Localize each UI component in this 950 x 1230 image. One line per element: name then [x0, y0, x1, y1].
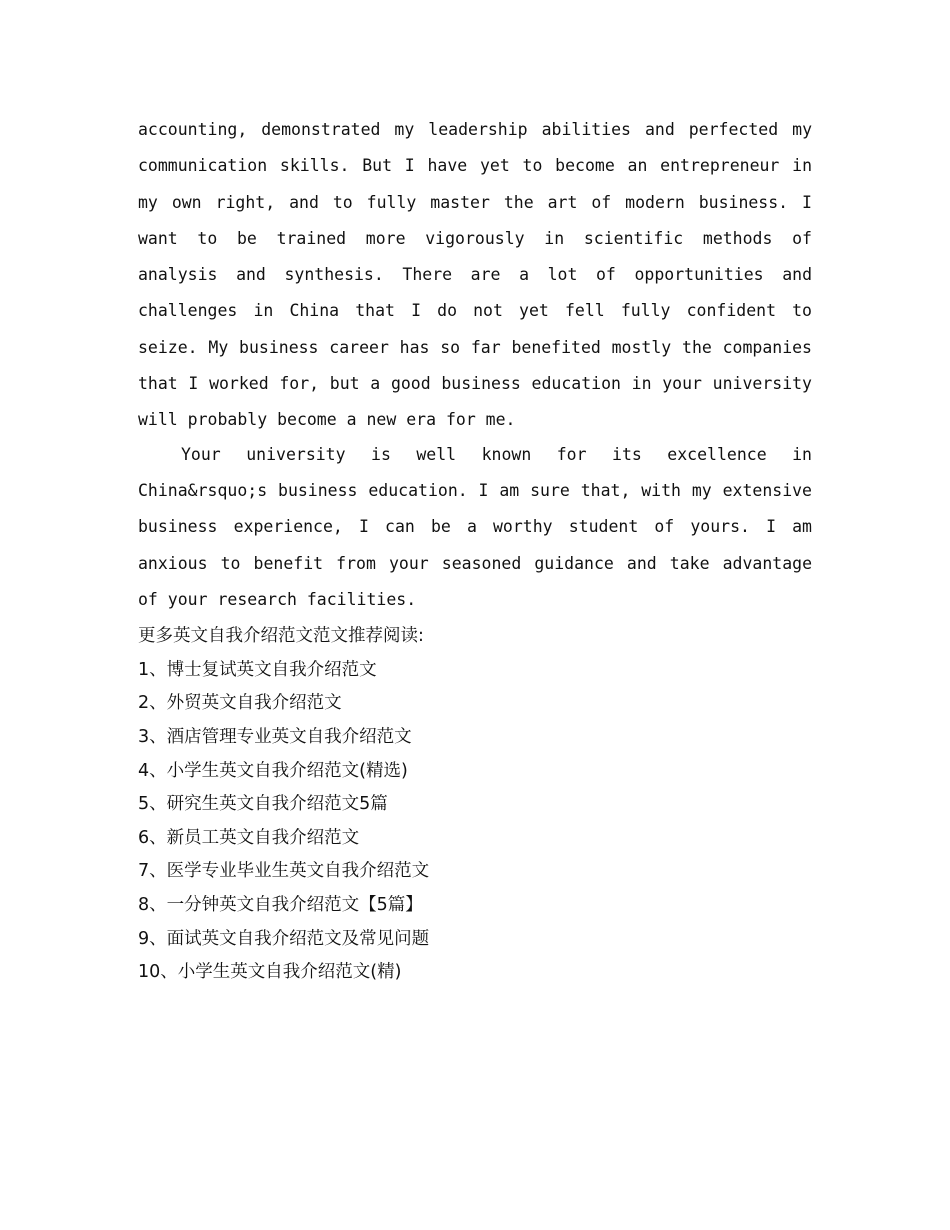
- recommended-link-7[interactable]: 7、医学专业毕业生英文自我介绍范文: [138, 861, 430, 882]
- recommended-link-10[interactable]: 10、小学生英文自我介绍范文(精): [138, 962, 402, 983]
- article-body: [138, 112, 812, 618]
- recommended-link-6[interactable]: 6、新员工英文自我介绍范文: [138, 827, 360, 848]
- more-reading-heading: 更多英文自我介绍范文范文推荐阅读:: [138, 626, 424, 647]
- document-page: [138, 112, 812, 990]
- paragraph-accounting: accounting, demonstrated my leadership abilities and perfected my communication skills. But I have yet to become an entrepreneur in my own right, and to fully master the art of modern business. I want to be trained more vigorously in scientific methods of analysis and synthesis. There are a lot of opportunities and challenges in China that I do not yet fell fully confident to seize. My business career has so far benefited mostly the companies that I worked for, but a good business education in your university will probably become a new era for me.: [138, 120, 812, 430]
- recommended-link-8[interactable]: 8、一分钟英文自我介绍范文【5篇】: [138, 894, 423, 915]
- recommended-link-1[interactable]: 1、博士复试英文自我介绍范文: [138, 659, 377, 680]
- recommended-link-4[interactable]: 4、小学生英文自我介绍范文(精选): [138, 760, 408, 781]
- recommended-link-9[interactable]: 9、面试英文自我介绍范文及常见问题: [138, 928, 430, 949]
- recommended-link-3[interactable]: 3、酒店管理专业英文自我介绍范文: [138, 726, 412, 747]
- recommended-link-5[interactable]: 5、研究生英文自我介绍范文5篇: [138, 794, 388, 815]
- recommended-link-2[interactable]: 2、外贸英文自我介绍范文: [138, 693, 342, 714]
- recommended-list: [138, 654, 812, 990]
- paragraph-university: Your university is well known for its excellence in China&rsquo;s business education. I am sure that, with my extensive business experience, I can be a worthy student of yours. I am anxious to benefit from your seasoned guidance and take advantage of your research facilities.: [138, 444, 812, 609]
